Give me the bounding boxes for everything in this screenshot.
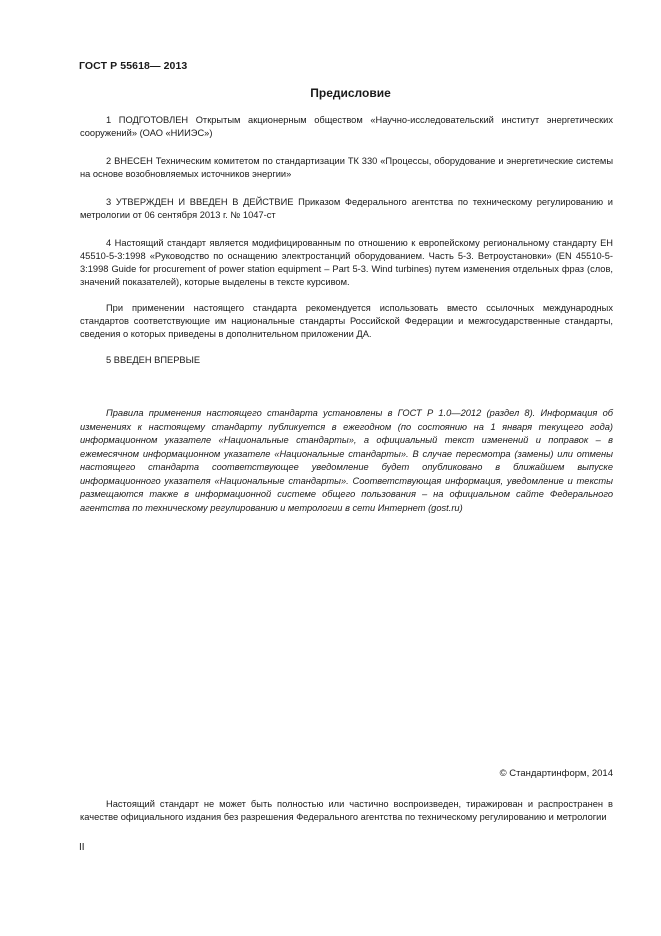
copyright-line: © Стандартинформ, 2014	[499, 768, 613, 779]
page-number: II	[79, 842, 85, 853]
application-rules-notice: Правила применения настоящего стандарта установлены в ГОСТ Р 1.0—2012 (раздел 8). Информация об изменениях к настоящему стандарту публикуется в ежегодном (по состоянию на 1 января текущего года) информационном указателе «Национальные стандарты», а официальный текст изменений и поправок – в ежемесячном информационном указателе «Национальные стандарты». В случае пересмотра (замены) или отмены настоящего стандарта соответствующее уведомление будет опубликовано в ближайшем выпуске информационного указателя «Национальные стандарты». Соответствующая информация, уведомление и тексты размещаются также в информационной системе общего пользования – на официальном сайте Федерального агентства по техническому регулированию и метрологии в сети Интернет (gost.ru)	[80, 408, 613, 513]
paragraph-prepared-by: 1 ПОДГОТОВЛЕН Открытым акционерным обществом «Научно-исследовательский институт энергетических сооружений» (ОАО «НИИЭС»)	[80, 115, 613, 138]
reproduction-notice: Настоящий стандарт не может быть полностью или частично воспроизведен, тиражирован и распространен в качестве официального издания без разрешения Федерального агентства по техническому регулированию и метрологии	[80, 799, 613, 822]
paragraph-introduced-by: 2 ВНЕСЕН Техническим комитетом по стандартизации ТК 330 «Процессы, оборудование и энергетические системы на основе возобновляемых источников энергии»	[80, 156, 613, 179]
paragraph-modified-standard: 4 Настоящий стандарт является модифицированным по отношению к европейскому региональному стандарту ЕН 45510-5-3:1998 «Руководство по оснащению электростанций оборудованием. Часть 5-3. Ветроустановки» (EN 45510-5-3:1998 Guide for procurement of power station equipment – Part 5-3. Wind turbines) путем изменения отдельных фраз (слов, значений показателей), которые выделены в тексте курсивом.	[80, 238, 613, 287]
paragraph-approved: 3 УТВЕРЖДЕН И ВВЕДЕН В ДЕЙСТВИЕ Приказом Федерального агентства по техническому регулированию и метрологии от 06 сентября 2013 г. № 1047-ст	[80, 197, 613, 220]
page-title: Предисловие	[310, 86, 391, 100]
paragraph-reference-standards: При применении настоящего стандарта рекомендуется использовать вместо ссылочных международных стандартов соответствующие им национальные стандарты Российской Федерации и межгосударственные стандарты, сведения о которых приведены в дополнительном приложении ДА.	[80, 303, 613, 339]
standard-code: ГОСТ Р 55618— 2013	[79, 60, 188, 72]
paragraph-introduced-first: 5 ВВЕДЕН ВПЕРВЫЕ	[106, 355, 201, 365]
